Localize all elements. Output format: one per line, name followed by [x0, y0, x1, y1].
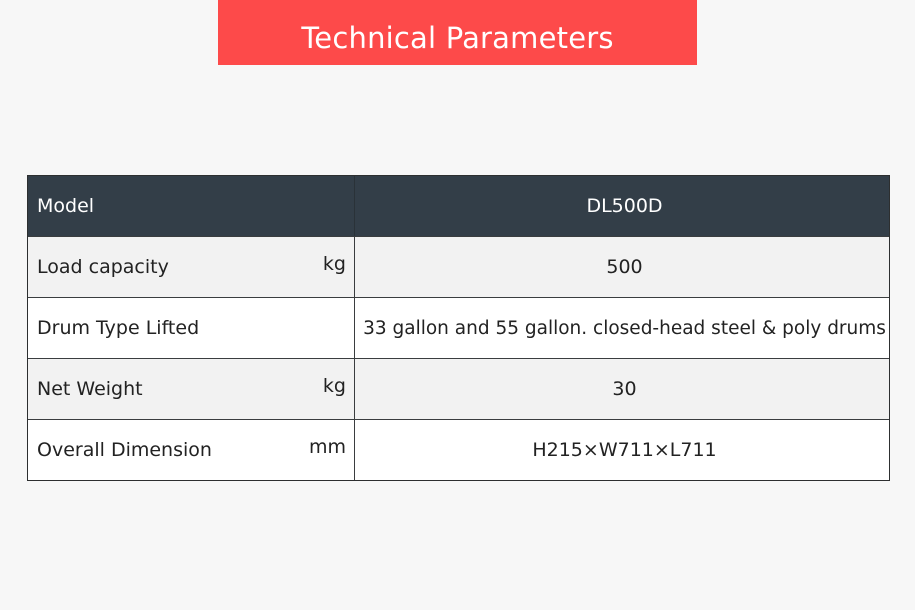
row-label: Overall Dimension [37, 439, 212, 461]
row-unit: mm [308, 436, 346, 458]
row-label-cell [28, 237, 355, 297]
table-row [28, 297, 889, 358]
row-unit: kg [322, 253, 346, 275]
header-value-cell [355, 176, 889, 236]
row-value: 30 [612, 378, 637, 400]
row-value-cell [355, 298, 889, 358]
row-value: H215×W711×L711 [532, 439, 717, 461]
table-row [28, 236, 889, 297]
table-row [28, 419, 889, 480]
row-unit: kg [322, 375, 346, 397]
row-value: 500 [606, 256, 643, 278]
title-banner [218, 0, 697, 65]
spec-table [27, 175, 890, 481]
row-value-cell [355, 237, 889, 297]
row-label: Net Weight [37, 378, 143, 400]
page-title: Technical Parameters [301, 20, 614, 55]
header-value: DL500D [586, 195, 663, 217]
row-value-cell [355, 420, 889, 480]
row-label-cell [28, 359, 355, 419]
header-label-cell [28, 176, 355, 236]
row-label-cell [28, 420, 355, 480]
row-value-cell [355, 359, 889, 419]
row-label-cell [28, 298, 355, 358]
table-header-row [28, 176, 889, 236]
header-label: Model [37, 195, 95, 217]
table-row [28, 358, 889, 419]
row-label: Load capacity [37, 256, 169, 278]
row-label: Drum Type Lifted [37, 317, 200, 339]
row-value: 33 gallon and 55 gallon. closed-head steel & poly drums [363, 317, 886, 339]
